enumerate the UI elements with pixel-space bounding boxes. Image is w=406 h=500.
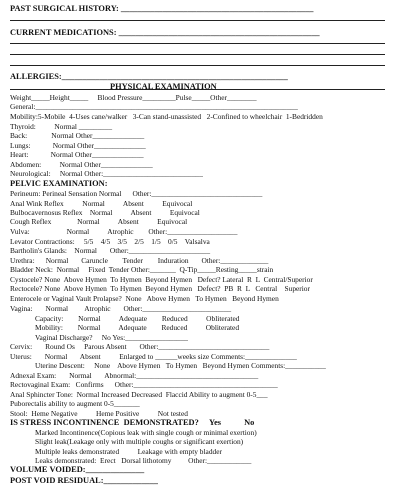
form-line-l07: Mobility:5-Mobile 4-Uses cane/walker 3-Can stand-unassisted 2-Confined to wheelchair 1-Bedridden: [10, 112, 323, 121]
form-line-l31: Cervix: Round Os Parous Absent Other:______________________________: [10, 342, 270, 351]
rule-line: [10, 43, 385, 44]
form-line-l34: Adnexal Exam: Normal Abnormal:_________________________________: [10, 371, 259, 380]
rule-line: [10, 54, 385, 55]
form-line-l11: Heart: Normal Other______________: [10, 150, 144, 159]
form-line-l29: Mobility: Normal Adequate Reduced Obliterated: [35, 323, 240, 332]
form-line-l25: Rectocele? None Above Hymen To Hymen Beyond Hymen Defect? PB R L Central Superior: [10, 284, 310, 293]
form-line-l22: Urethra: Normal Caruncle Tender Induration Other:_____________: [10, 256, 269, 265]
form-line-l05: Weight_____Height_____ Blood Pressure_________Pulse_____Other________: [10, 93, 257, 102]
form-line-l21: Bartholin's Glands: Normal Other:______________________: [10, 246, 211, 255]
form-line-l14: PELVIC EXAMINATION:: [10, 179, 108, 188]
form-line-l36: Anal Sphincter Tone: Normal Increased Decreased Flaccid Ability to augment 0-5___: [10, 390, 268, 399]
form-line-l08: Thyroid: Normal _________: [10, 122, 113, 131]
form-line-l02: CURRENT MEDICATIONS: ________________________________________________: [10, 28, 320, 37]
form-line-l30: Vaginal Discharge? No Yes:_________________: [35, 333, 188, 342]
form-line-l35: Rectovaginal Exam: Confirms Other:_______________________________________: [10, 380, 278, 389]
form-line-l45: POST VOID RESIDUAL:_____________: [10, 476, 158, 485]
form-line-l19: Vulva: Normal Atrophic Other:___________________: [10, 227, 238, 236]
form-line-l41: Slight leak(Leakage only with multiple coughs or significant exertion): [35, 437, 244, 446]
form-line-l32: Uterus: Normal Absent Enlarged to ______weeks size Comments:______________: [10, 352, 297, 361]
rule-line: [10, 65, 385, 66]
form-line-l12: Abdomen: Normal Other______________: [10, 160, 153, 169]
form-line-l28: Capacity: Normal Adequate Reduced Obliterated: [35, 314, 240, 323]
form-line-l42: Multiple leaks demonstrated Leakage with empty bladder: [35, 447, 222, 456]
form-line-l27: Vagina: Normal Atrophic Other:________________________: [10, 304, 232, 313]
rule-line: [10, 20, 385, 21]
form-line-l23: Bladder Neck: Normal Fixed Tender Other:_______ Q-Tip_____Resting_____strain: [10, 265, 274, 274]
form-line-l01: PAST SURGICAL HISTORY: ______________________________________________: [10, 4, 314, 13]
form-line-l39: IS STRESS INCONTINENCE DEMONSTRATED? Yes No: [10, 418, 255, 427]
form-line-l37: Puborectalis ability to augment 0-5_______: [10, 399, 140, 408]
form-line-l17: Bulbocavernosus Reflex Normal Absent Equivocal: [10, 208, 200, 217]
form-line-l18: Cough Reflex Normal Absent Equivocal: [10, 217, 188, 226]
form-line-l03: ALLERGIES:______________________________________________________: [10, 72, 288, 81]
form-line-l04: PHYSICAL EXAMINATION: [110, 82, 217, 91]
form-line-l06: General:_______________________________________________________________________: [10, 102, 298, 111]
form-line-l24: Cystocele? None Above Hymen To Hymen Beyond Hymen Defect? Lateral R L Central/Superior: [10, 275, 313, 284]
form-line-l15: Perineum: Perineal Sensation Normal Other:______________________________: [10, 189, 263, 198]
form-line-l38: Stool: Heme Negative Heme Positive Not tested: [10, 409, 188, 418]
form-line-l20: Levator Contractions: 5/5 4/5 3/5 2/5 1/5 0/5 Valsalva: [10, 237, 210, 246]
form-line-l44: VOLUME VOIDED:______________: [10, 465, 145, 474]
form-line-l09: Back: Normal Other______________: [10, 131, 145, 140]
form-line-l10: Lungs: Normal Other______________: [10, 141, 146, 150]
form-line-l26: Enterocele or Vaginal Vault Prolapse? None Above Hymen To Hymen Beyond Hymen: [10, 294, 279, 303]
rule-line: [10, 89, 385, 90]
form-line-l43: Leaks demonstrated: Erect Dorsal lithotomy Other:____________: [35, 456, 252, 465]
form-line-l33: Uterine Descent: None Above Hymen To Hymen Beyond Hymen Comments:___________: [35, 361, 326, 370]
form-line-l16: Anal Wink Reflex Normal Absent Equivocal: [10, 199, 193, 208]
form-line-l40: Marked Incontinence(Copious leak with single cough or minimal exertion): [35, 428, 257, 437]
form-line-l13: Neurological: Normal Other:___________________________: [10, 169, 203, 178]
